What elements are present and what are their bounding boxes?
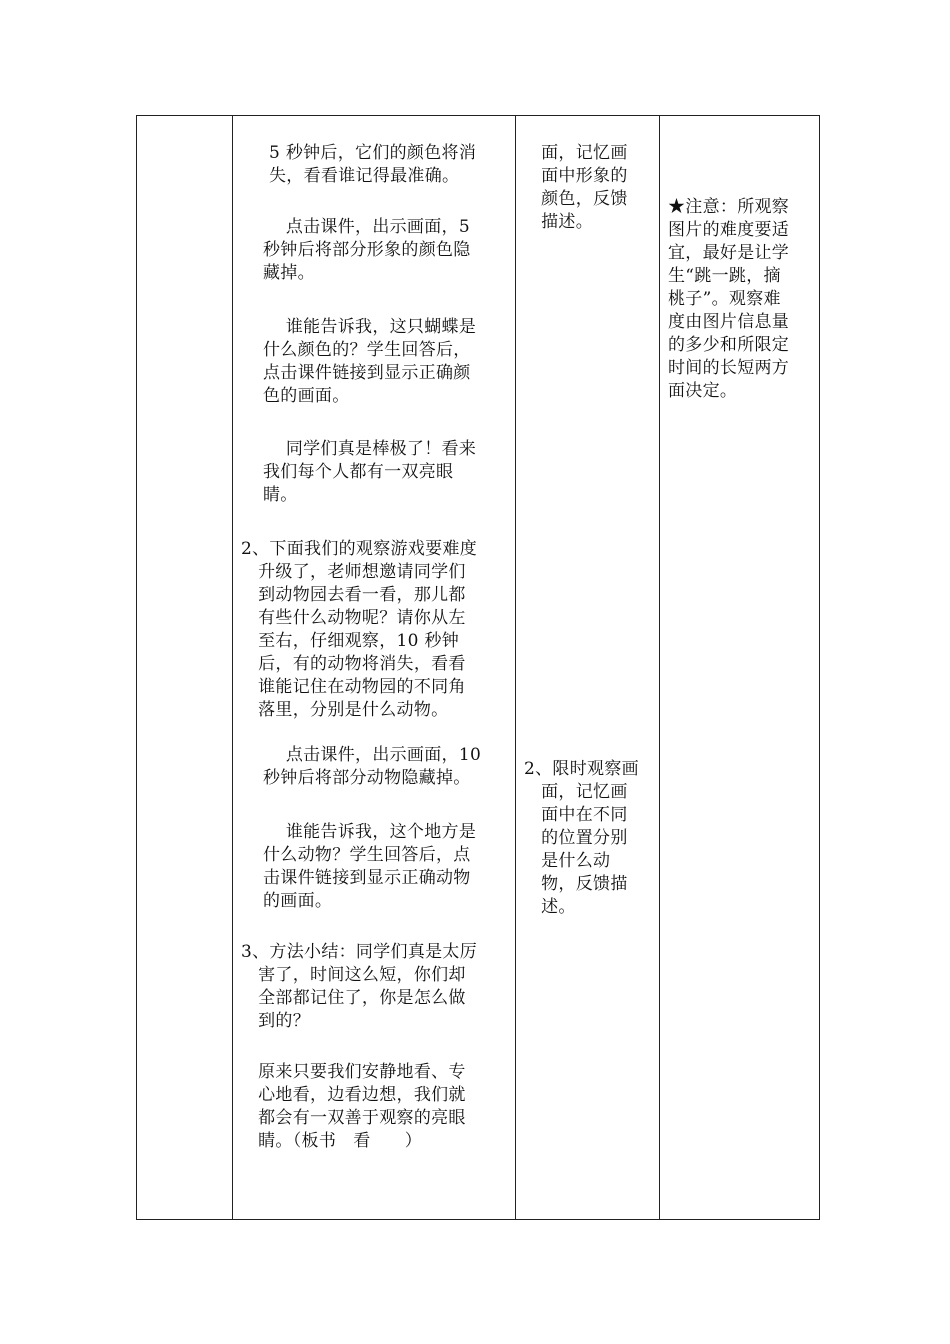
paragraph-conclusion: 原来只要我们安静地看、专 心地看，边看边想，我们就 都会有一双善于观察的亮眼 睛。（板书 看 ） bbox=[258, 1062, 466, 1151]
stage-cell-content bbox=[137, 116, 232, 1219]
student-activity-1: 面，记忆画 面中形象的 颜色，反馈 描述。 bbox=[541, 143, 628, 232]
paragraph-praise: 同学们真是棒极了！看来 我们每个人都有一双亮眼 睛。 bbox=[263, 439, 477, 505]
teacher-activity-cell bbox=[233, 116, 516, 1220]
table-row bbox=[137, 116, 820, 1220]
paragraph-method-summary: 3、方法小结：同学们真是太厉 害了，时间这么短，你们却 全部都记住了，你是怎么做 到的？ bbox=[241, 942, 478, 1031]
paragraph-butterfly-question: 谁能告诉我，这只蝴蝶是 什么颜色的？学生回答后， 点击课件链接到显示正确颜 色的画面。 bbox=[263, 317, 477, 406]
student-activity-2: 2、限时观察画 面，记忆画 面中在不同 的位置分别 是什么动 物，反馈描 述。 bbox=[524, 759, 639, 917]
design-note: ★注意：所观察 图片的难度要适 宜，最好是让学 生“跳一跳，摘 桃子”。观察难 度由图片信息量 的多少和所限定 时间的长短两方 面决定。 bbox=[668, 197, 790, 401]
paragraph-zoo-game: 2、下面我们的观察游戏要难度 升级了，老师想邀请同学们 到动物园去看一看，那儿都 有些什么动物呢？请你从左 至右，仔细观察，10 秒钟 后，有的动物将消失，看看 谁能记住在动物园的不同角 落里，分别是什么动物。 bbox=[241, 539, 478, 720]
paragraph-click-show-colors: 点击课件，出示画面，5 秒钟后将部分形象的颜色隐 藏掉。 bbox=[263, 217, 471, 283]
stage-cell bbox=[137, 116, 233, 1220]
design-notes-cell bbox=[660, 116, 820, 1220]
paragraph-click-hide-animals: 点击课件，出示画面，10 秒钟后将部分动物隐藏掉。 bbox=[263, 745, 482, 788]
student-activity-cell bbox=[516, 116, 660, 1220]
paragraph-animal-question: 谁能告诉我，这个地方是 什么动物？学生回答后，点 击课件链接到显示正确动物 的画面。 bbox=[263, 822, 477, 911]
lesson-plan-table bbox=[136, 115, 820, 1220]
paragraph-color-disappear: 5 秒钟后，它们的颜色将消 失，看看谁记得最准确。 bbox=[269, 143, 477, 186]
